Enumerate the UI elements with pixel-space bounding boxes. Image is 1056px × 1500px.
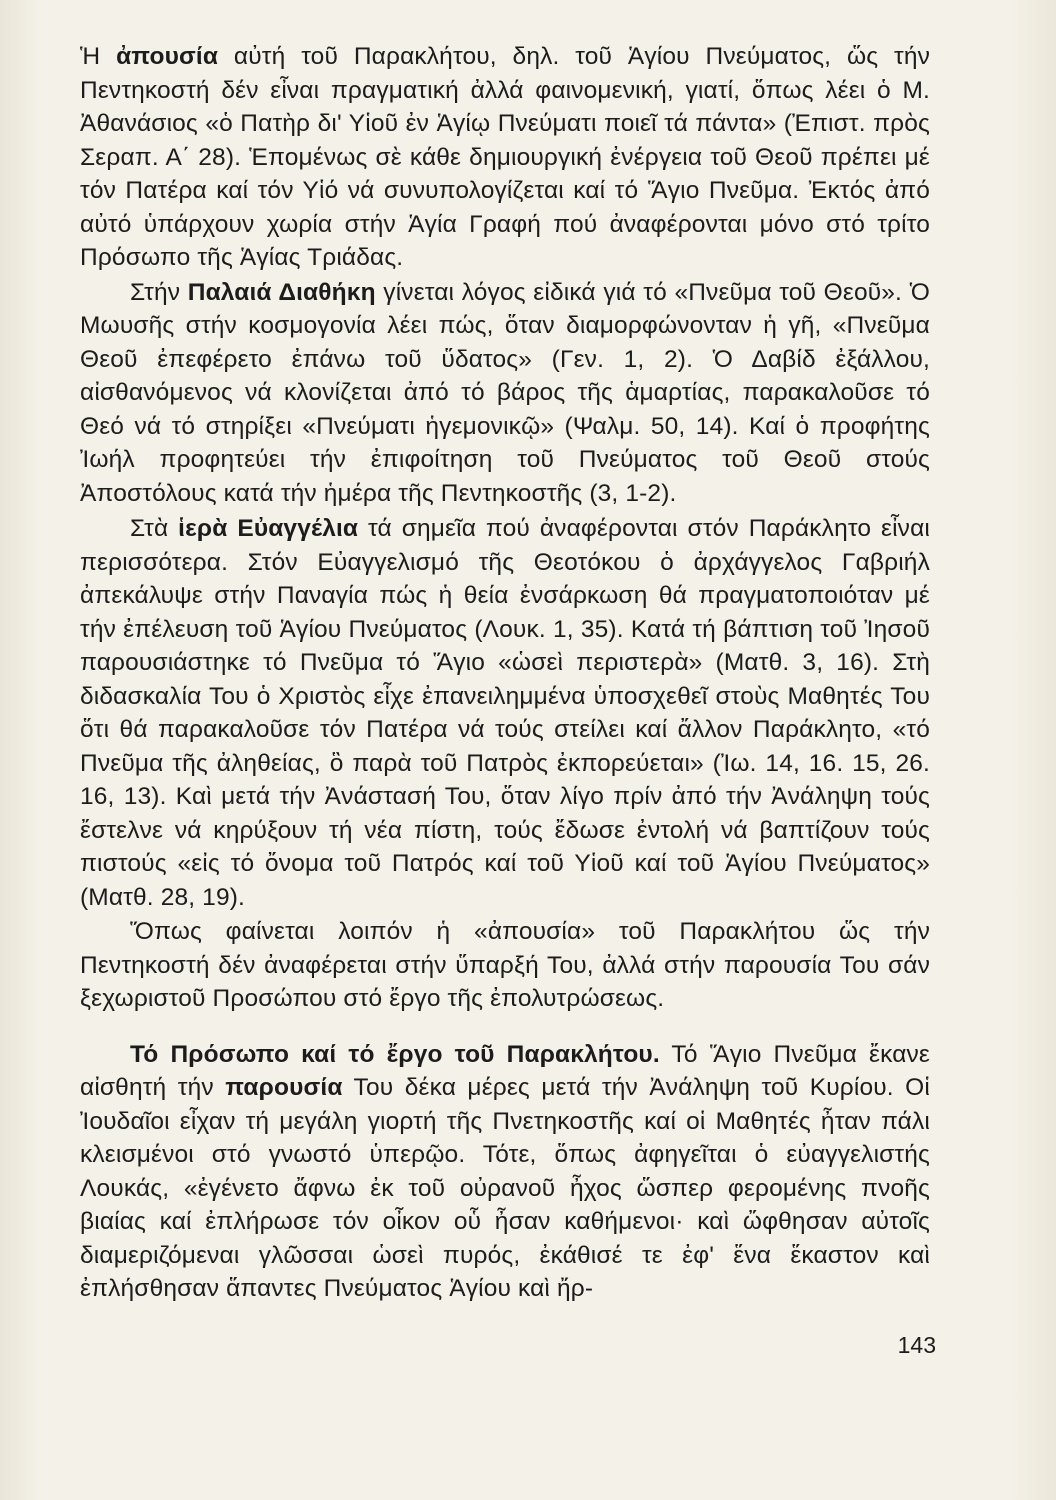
- paragraph-conclusion: Ὅπως φαίνεται λοιπόν ἡ «ἀπουσία» τοῦ Παρακλήτου ὥς τήν Πεντηκοστή δέν ἀναφέρεται στήν ὕπαρξή Του, ἀλλά στήν παρουσία Του σάν ξεχωριστοῦ Προσώπου στό ἔργο τῆς ἐπολυτρώσεως.: [80, 918, 930, 1012]
- paragraph-gospels: Στὰ ἱερὰ Εὐαγγέλια τά σημεῖα πού ἀναφέρονται στόν Παράκλητο εἶναι περισσότερα. Στόν Εὐαγγελισμό τῆς Θεοτόκου ὁ ἀρχάγγελος Γαβριήλ ἀπεκάλυψε στήν Παναγία πώς ἡ θεία ἐνσάρκωση θά πραγματοποιόταν μέ τήν ἐπέλευση τοῦ Ἁγίου Πνεύματος (Λουκ. 1, 35). Κατά τή βάπτιση τοῦ Ἰησοῦ παρουσιάστηκε τό Πνεῦμα τό Ἅγιο «ὡσεὶ περιστερὰ» (Ματθ. 3, 16). Στὴ διδασκαλία Του ὁ Χριστὸς εἶχε ἐπανειλημμένα ὑποσχεθεῖ στοὺς Μαθητές Του ὅτι θά παρακαλοῦσε τόν Πατέρα νά τούς στείλει καί ἄλλον Παράκλητο, «τό Πνεῦμα τῆς ἀληθείας, ὃ παρὰ τοῦ Πατρὸς ἐκπορεύεται» (Ἰω. 14, 16. 15, 26. 16, 13). Καὶ μετά τήν Ἀνάστασή Του, ὅταν λίγο πρίν ἀπό τήν Ἀνάληψη τούς ἔστελνε νά κηρύξουν τή νέα πίστη, τούς ἔδωσε ἐντολή νά βαπτίζουν τούς πιστούς «εἰς τό ὄνομα τοῦ Πατρός καί τοῦ Υἱοῦ καί τοῦ Ἁγίου Πνεύματος» (Ματθ. 28, 19).: [80, 515, 930, 911]
- paragraph-old-testament: Στήν Παλαιά Διαθήκη γίνεται λόγος εἰδικά γιά τό «Πνεῦμα τοῦ Θεοῦ». Ὁ Μωυσῆς στήν κοσμογονία λέει πώς, ὅταν διαμορφώνονταν ἡ γῆ, «Πνεῦμα Θεοῦ ἐπεφέρετο ἐπάνω τοῦ ὕδατος» (Γεν. 1, 2). Ὁ Δαβίδ ἐξάλλου, αἰσθανόμενος νά κλονίζεται ἀπό τό βάρος τῆς ἁμαρτίας, παρακαλοῦσε τό Θεό νά τό στηρίξει «Πνεύματι ἡγεμονικῷ» (Ψαλμ. 50, 14). Καί ὁ προφήτης Ἰωήλ προφητεύει τήν ἐπιφοίτηση τοῦ Πνεύματος τοῦ Θεοῦ στούς Ἀποστόλους κατά τήν ἡμέρα τῆς Πεντηκοστῆς (3, 1-2).: [80, 278, 930, 507]
- emphasis-apousia: ἀπουσία: [116, 43, 219, 70]
- paragraph-absence-of-paraclete: Ἡ ἀπουσία αὐτή τοῦ Παρακλήτου, δηλ. τοῦ Ἁγίου Πνεύματος, ὥς τήν Πεντηκοστή δέν εἶναι πραγματική ἀλλά φαινομενική, γιατί, ὅπως λέει ὁ Μ. Ἀθανάσιος «ὁ Πατὴρ δι' Υἱοῦ ἐν Ἁγίῳ Πνεύματι ποιεῖ τά πάντα» (Ἐπιστ. πρὸς Σεραπ. Α΄ 28). Ἑπομένως σὲ κάθε δημιουργική ἐνέργεια τοῦ Θεοῦ πρέπει μέ τόν Πατέρα καί τόν Υἱό νά συνυπολογίζεται καί τό Ἅγιο Πνεῦμα. Ἐκτός ἀπό αὐτό ὑπάρχουν χωρία στήν Ἁγία Γραφή πού ἀναφέρονται μόνο στό τρίτο Πρόσωπο τῆς Ἁγίας Τριάδας.: [80, 43, 930, 271]
- section-heading-person-and-work: Τό Πρόσωπο καί τό ἔργο τοῦ Παρακλήτου.: [130, 1040, 660, 1068]
- paragraph-person-and-work: Τό Πρόσωπο καί τό ἔργο τοῦ Παρακλήτου. Τό Ἅγιο Πνεῦμα ἔκανε αἰσθητή τήν παρουσία Του δέκα μέρες μετά τήν Ἀνάληψη τοῦ Κυρίου. Οἱ Ἰουδαῖοι εἶχαν τή μεγάλη γιορτή τῆς Πνετηκοστῆς καί οἱ Μαθητές ἦταν πάλι κλεισμένοι στό γνωστό ὑπερῷο. Τότε, ὅπως ἀφηγεῖται ὁ εὐαγγελιστής Λουκάς, «ἐγένετο ἄφνω ἐκ τοῦ οὐρανοῦ ἦχος ὥσπερ φερομένης πνοῆς βιαίας καί ἐπλήρωσε τόν οἶκον οὗ ἦσαν καθήμενοι· καὶ ὤφθησαν αὐτοῖς διαμεριζόμεναι γλῶσσαι ὡσεὶ πυρός, ἐκάθισέ τε ἐφ' ἕνα ἕκαστον καὶ ἐπλήσθησαν ἅπαντες Πνεύματος Ἁγίου καὶ ἤρ-: [80, 1040, 931, 1302]
- emphasis-old-testament: Παλαιά Διαθήκη: [187, 278, 376, 306]
- emphasis-parousia: παρουσία: [225, 1074, 343, 1101]
- emphasis-gospels: ἱερὰ Εὐαγγέλια: [178, 515, 359, 542]
- page-number: 143: [897, 1332, 936, 1358]
- page-body-text: [80, 40, 930, 1306]
